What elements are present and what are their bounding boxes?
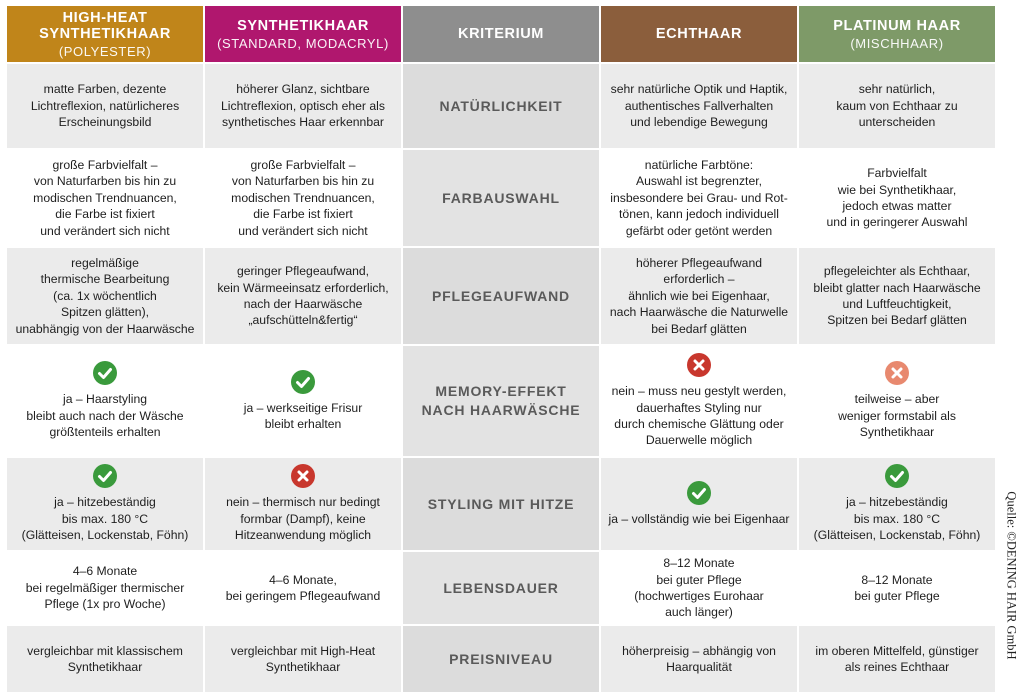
criterion-cell bbox=[403, 150, 599, 246]
high-heat-cell bbox=[7, 64, 203, 148]
echthaar-cell bbox=[601, 626, 797, 692]
cell-text: ja – hitzebeständig bis max. 180 °C (Glätteisen, Lockenstab, Föhn) bbox=[21, 495, 189, 543]
cell-text: teilweise – aber weniger formstabil als Synthetikhaar bbox=[838, 392, 956, 440]
header-echthaar bbox=[601, 6, 797, 62]
header-platinum bbox=[799, 6, 995, 62]
cell-text: ja – hitzebeständig bis max. 180 °C (Glätteisen, Lockenstab, Föhn) bbox=[813, 495, 981, 543]
high-heat-cell bbox=[7, 150, 203, 246]
criterion-label: NATÜRLICHKEIT bbox=[439, 97, 563, 114]
criterion-cell bbox=[403, 248, 599, 344]
synthetik-cell bbox=[205, 150, 401, 246]
header-high-heat bbox=[7, 6, 203, 62]
high-heat-cell bbox=[7, 552, 203, 624]
cell-text: nein – thermisch nur bedingt formbar (Dampf), keine Hitzeanwendung möglich bbox=[226, 495, 380, 543]
criterion-label: LEBENSDAUER bbox=[443, 579, 559, 596]
comparison-table bbox=[7, 6, 995, 678]
cross-icon bbox=[291, 464, 315, 488]
header-subtitle: (MISCHHAAR) bbox=[850, 35, 944, 51]
cell-text: 8–12 Monate bei guter Pflege (hochwertiges Eurohaar auch länger) bbox=[634, 556, 764, 620]
echthaar-cell bbox=[601, 552, 797, 624]
high-heat-cell bbox=[7, 346, 203, 456]
header-subtitle: (POLYESTER) bbox=[58, 43, 152, 59]
echthaar-cell bbox=[601, 458, 797, 550]
criterion-label: PFLEGEAUFWAND bbox=[432, 287, 570, 304]
header-title: PLATINUM HAAR bbox=[833, 17, 961, 34]
source-credit: Quelle: ©DENING HAIR GmbH bbox=[1004, 490, 1019, 660]
cell-text: im oberen Mittelfeld, günstiger als reines Echthaar bbox=[815, 643, 979, 674]
criterion-cell bbox=[403, 458, 599, 550]
high-heat-cell bbox=[7, 626, 203, 692]
header-synthetik bbox=[205, 6, 401, 62]
cell-text: höherer Pflegeaufwand erforderlich – ähnlich wie bei Eigenhaar, nach Haarwäsche die Naturwelle bei Bedarf glätten bbox=[609, 255, 789, 336]
cross-icon bbox=[687, 353, 711, 377]
cell-text: 4–6 Monate, bei geringem Pflegeaufwand bbox=[225, 572, 381, 603]
cell-text: große Farbvielfalt – von Naturfarben bis hin zu modischen Trendnuancen, die Farbe ist fixiert und verändert sich nicht bbox=[231, 157, 375, 238]
platinum-cell bbox=[799, 346, 995, 456]
check-icon bbox=[291, 370, 315, 394]
cell-text: ja – Haarstyling bleibt auch nach der Wäsche größtenteils erhalten bbox=[26, 392, 184, 440]
header-title: KRITERIUM bbox=[458, 26, 544, 42]
cell-text: sehr natürliche Optik und Haptik, authentisches Fallverhalten und lebendige Bewegung bbox=[610, 82, 788, 130]
criterion-cell bbox=[403, 64, 599, 148]
echthaar-cell bbox=[601, 64, 797, 148]
criterion-label: FARBAUSWAHL bbox=[442, 189, 560, 206]
platinum-cell bbox=[799, 150, 995, 246]
synthetik-cell bbox=[205, 626, 401, 692]
criterion-cell bbox=[403, 626, 599, 692]
platinum-cell bbox=[799, 64, 995, 148]
header-title: SYNTHETIKHAAR bbox=[237, 17, 369, 34]
criterion-label: PREISNIVEAU bbox=[449, 650, 553, 667]
synthetik-cell bbox=[205, 458, 401, 550]
criterion-cell bbox=[403, 552, 599, 624]
platinum-cell bbox=[799, 458, 995, 550]
cell-text: große Farbvielfalt – von Naturfarben bis hin zu modischen Trendnuancen, die Farbe ist fixiert und verändert sich nicht bbox=[33, 157, 177, 238]
high-heat-cell bbox=[7, 458, 203, 550]
criterion-label: MEMORY-EFFEKT NACH HAARWÄSCHE bbox=[421, 383, 581, 418]
synthetik-cell bbox=[205, 248, 401, 344]
check-icon bbox=[93, 361, 117, 385]
synthetik-cell bbox=[205, 346, 401, 456]
platinum-cell bbox=[799, 248, 995, 344]
header-subtitle: (STANDARD, MODACRYL) bbox=[217, 35, 389, 51]
cell-text: ja – vollständig wie bei Eigenhaar bbox=[608, 511, 790, 526]
cell-text: sehr natürlich, kaum von Echthaar zu unterscheiden bbox=[836, 82, 958, 130]
header-kriterium bbox=[403, 6, 599, 62]
check-icon bbox=[93, 464, 117, 488]
synthetik-cell bbox=[205, 552, 401, 624]
cell-text: vergleichbar mit High-Heat Synthetikhaar bbox=[230, 643, 376, 674]
echthaar-cell bbox=[601, 150, 797, 246]
cell-text: höherpreisig – abhängig von Haarqualität bbox=[622, 643, 776, 674]
cell-text: regelmäßige thermische Bearbeitung (ca. 1x wöchentlich Spitzen glätten), unabhängig von der Haarwäsche bbox=[15, 255, 195, 336]
echthaar-cell bbox=[601, 248, 797, 344]
criterion-cell bbox=[403, 346, 599, 456]
check-icon bbox=[885, 464, 909, 488]
header-title: ECHTHAAR bbox=[655, 26, 743, 42]
cell-text: ja – werkseitige Frisur bleibt erhalten bbox=[243, 400, 363, 431]
cell-text: geringer Pflegeaufwand, kein Wärmeeinsatz erforderlich, nach der Haarwäsche „aufschütteln&fertig“ bbox=[217, 264, 389, 328]
cell-text: 4–6 Monate bei regelmäßiger thermischer Pflege (1x pro Woche) bbox=[25, 564, 185, 612]
header-title: HIGH-HEAT SYNTHETIKHAAR bbox=[39, 9, 171, 42]
cell-text: nein – muss neu gestylt werden, dauerhaftes Styling nur durch chemische Glättung oder Dauerwelle möglich bbox=[611, 384, 787, 448]
cell-text: höherer Glanz, sichtbare Lichtreflexion, optisch eher als synthetisches Haar erkennbar bbox=[221, 82, 385, 130]
cell-text: Farbvielfalt wie bei Synthetikhaar, jedoch etwas matter und in geringerer Auswahl bbox=[826, 166, 968, 230]
platinum-cell bbox=[799, 626, 995, 692]
platinum-cell bbox=[799, 552, 995, 624]
synthetik-cell bbox=[205, 64, 401, 148]
criterion-label: STYLING MIT HITZE bbox=[427, 495, 575, 512]
cell-text: 8–12 Monate bei guter Pflege bbox=[854, 572, 940, 603]
cell-text: pflegeleichter als Echthaar, bleibt glatter nach Haarwäsche und Luftfeuchtigkeit, Spitzen bei Bedarf glätten bbox=[813, 264, 981, 328]
check-icon bbox=[687, 481, 711, 505]
echthaar-cell bbox=[601, 346, 797, 456]
cross-light-icon bbox=[885, 361, 909, 385]
cell-text: matte Farben, dezente Lichtreflexion, natürlicheres Erscheinungsbild bbox=[30, 82, 180, 130]
cell-text: natürliche Farbtöne: Auswahl ist begrenzter, insbesondere bei Grau- und Rot- tönen, kann jedoch individuell gefärbt oder getönt werden bbox=[610, 157, 788, 238]
high-heat-cell bbox=[7, 248, 203, 344]
cell-text: vergleichbar mit klassischem Synthetikhaar bbox=[27, 643, 183, 674]
